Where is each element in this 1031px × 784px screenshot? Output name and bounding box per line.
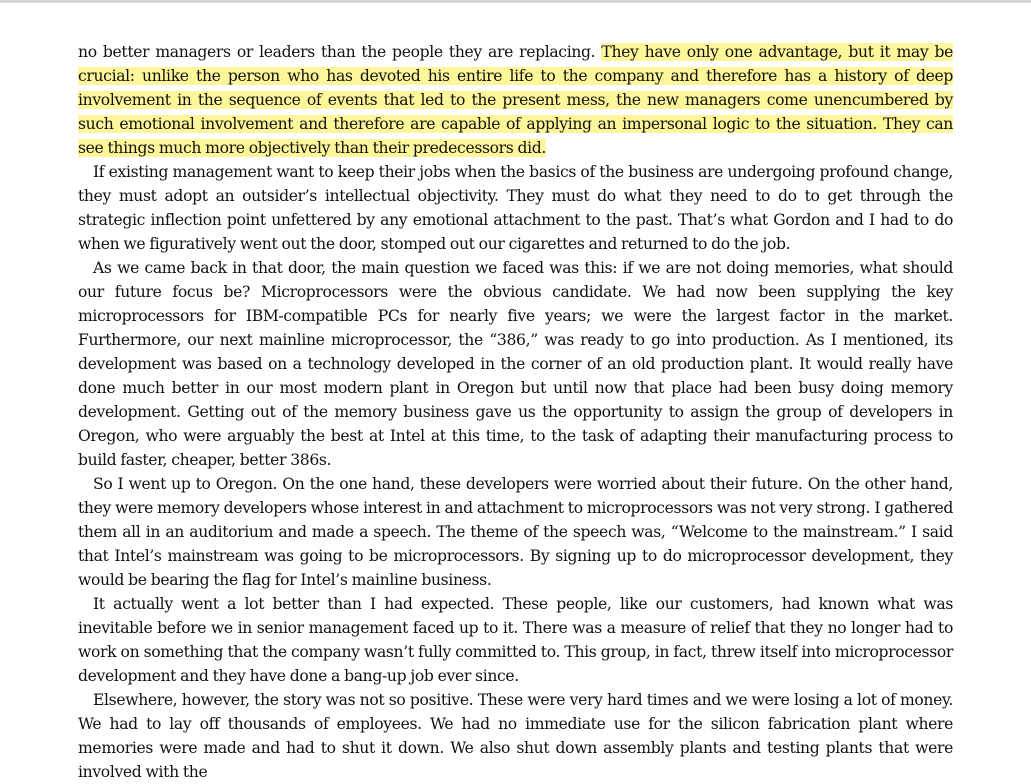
document-page — [78, 40, 953, 784]
paragraph-1 — [78, 40, 953, 160]
paragraph-5: It actually went a lot better than I had expected. These people, like our customers, had known what was inevitable before we in senior management faced up to it. There was a measure of relief that they no longer had to work on something that the company wasn’t fully committed to. This group, in fact, threw itself into microprocessor development and they have done a bang-up job ever since. — [78, 595, 953, 685]
paragraph-1-lead: no better managers or leaders than the people they are replacing. — [78, 43, 602, 61]
paragraph-4: So I went up to Oregon. On the one hand, these developers were worried about their future. On the other hand, they were memory developers whose interest in and attachment to microprocessors was not very strong. I gathered them all in an auditorium and made a speech. The theme of the speech was, “Welcome to the mainstream.” I said that Intel’s mainstream was going to be microprocessors. By signing up to do microprocessor development, they would be bearing the flag for Intel’s mainline business. — [78, 475, 953, 589]
paragraph-6: Elsewhere, however, the story was not so positive. These were very hard times and we were losing a lot of money. We had to lay off thousands of employees. We had no immediate use for the silicon fabrication plant where memories were made and had to shut it down. We also shut down assembly plants and testing plants that were involved with the — [78, 691, 953, 781]
paragraph-3: As we came back in that door, the main question we faced was this: if we are not doing memories, what should our future focus be? Microprocessors were the obvious candidate. We had now been supplying the key microprocessors for IBM-compatible PCs for nearly five years; we were the largest factor in the market. Furthermore, our next mainline microprocessor, the “386,” was ready to go into production. As I mentioned, its development was based on a technology developed in the corner of an old production plant. It would really have done much better in our most modern plant in Oregon but until now that place had been busy doing memory development. Getting out of the memory business gave us the opportunity to assign the group of developers in Oregon, who were arguably the best at Intel at this time, to the task of adapting their manufacturing process to build faster, cheaper, better 386s. — [78, 259, 953, 469]
highlighted-passage[interactable]: They have only one advantage, but it may be crucial: unlike the person who has devoted his entire life to the company and therefore has a history of deep involvement in the sequence of events that led to the present mess, the new managers come unencumbered by such emotional involvement and therefore are capable of applying an impersonal logic to the situation. They can see things much more objectively than their predecessors did. — [78, 43, 953, 157]
top-border — [0, 0, 1031, 3]
paragraph-2: If existing management want to keep their jobs when the basics of the business are undergoing profound change, they must adopt an outsider’s intellectual objectivity. They must do what they need to do to get through the strategic inflection point unfettered by any emotional attachment to the past. That’s what Gordon and I had to do when we figuratively went out the door, stomped out our cigarettes and returned to do the job. — [78, 163, 953, 253]
